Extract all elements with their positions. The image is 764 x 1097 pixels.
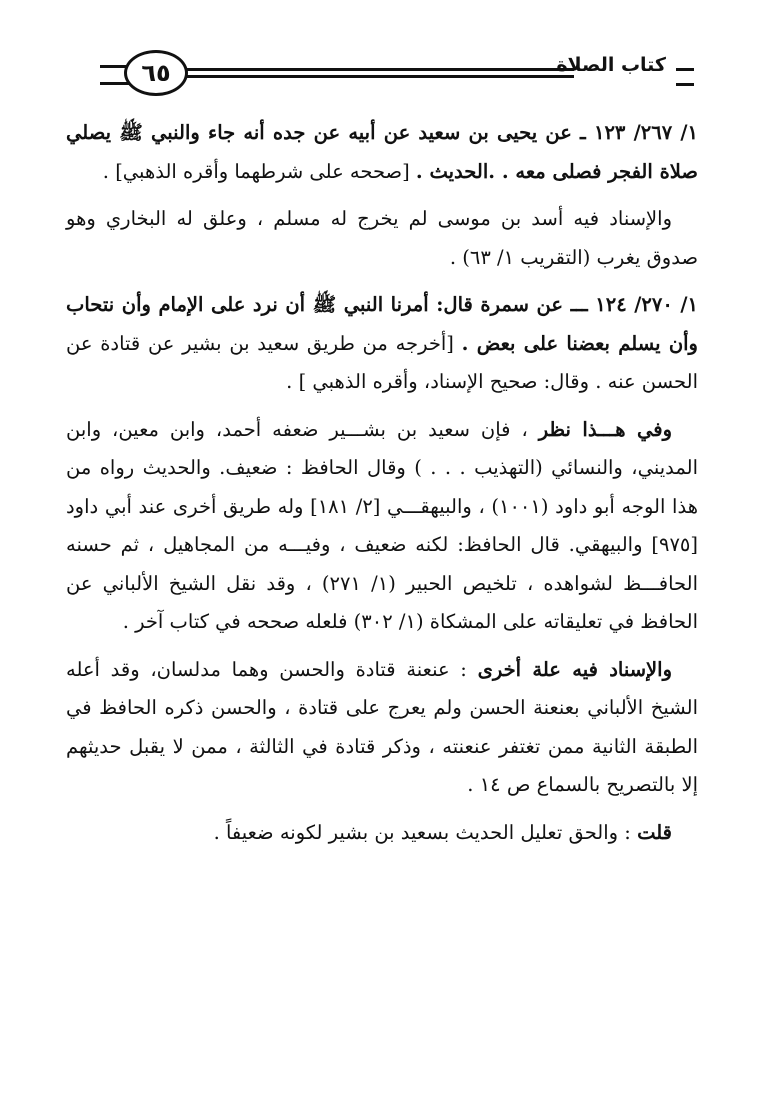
conclusion-lead: قلت bbox=[637, 820, 672, 844]
conclusion-text: : والحق تعليل الحديث بسعيد بن بشير لكونه ضعيفاً . bbox=[213, 820, 638, 844]
commentary-paragraph bbox=[66, 651, 698, 805]
hadith-entry bbox=[66, 114, 698, 191]
hadith-grading: [صححه على شرطهما وأقره الذهبي] . bbox=[102, 159, 416, 183]
book-title: كتاب الصلاة bbox=[556, 54, 666, 76]
header-rule-top bbox=[184, 68, 574, 71]
hadith-text: ١/ ٢٧٠/ ١٢٤ ـــ عن سمرة قال: أمرنا النبي ﷺ أن نرد على الإمام وأن نتحاب وأن يسلم بعضنا على بعض . bbox=[66, 293, 698, 355]
hadith-grading: [أخرجه من طريق سعيد بن بشير عن قتادة عن الحسن عنه . وقال: صحيح الإسناد، وأقره الذهبي ] . bbox=[66, 331, 698, 393]
isnad-note bbox=[66, 200, 698, 277]
commentary-text: ، فإن سعيد بن بشـــير ضعفه أحمد، وابن معين، وابن المديني، والنسائي (التهذيب . . . ) وقال الحافظ : ضعيف. والحديث رواه من هذا الوجه أبو داود (١٠٠١) ، والبيهقـــي [٢/ ١٨١] وله طريق أخرى عند أبي داود [٩٧٥] والبيهقي. قال الحافظ: لكنه ضعيف ، وفيـــه من المجاهيل ، ثم حسنه الحافـــظ لشواهده ، تلخيص الحبير (١/ ٢٧١) ، وقد نقل الشيخ الألباني عن الحافظ في تعليقاته على المشكاة (١/ ٣٠٢) فلعله صححه في كتاب آخر . bbox=[66, 417, 698, 633]
page-header bbox=[100, 40, 694, 100]
commentary-text: : عنعنة قتادة والحسن وهما مدلسان، وقد أعله الشيخ الألباني بعنعنة الحسن ولم يعرج على قتادة ، والحسن ذكره الحافظ في الطبقة الثانية ممن تغتفر عنعنته ، وذكر قتادة في الثالثة ، ممن لا يقبل حديثهم إلا بالتصريح بالسماع ص ١٤ . bbox=[66, 657, 698, 796]
isnad-note-text: والإسناد فيه أسد بن موسى لم يخرج له مسلم ، وعلق له البخاري وهو صدوق يغرب (التقريب ١/ ٦٣) . bbox=[66, 207, 698, 269]
page-body bbox=[66, 114, 698, 861]
commentary-lead: وفي هـــذا نظر bbox=[538, 417, 673, 441]
hadith-text: ١/ ٢٦٧/ ١٢٣ ـ عن يحيى بن سعيد عن أبيه عن جده أنه جاء والنبي ﷺ يصلي صلاة الفجر فصلى معه . .الحديث . bbox=[66, 121, 698, 183]
commentary-lead: والإسناد فيه علة أخرى bbox=[477, 657, 672, 681]
hadith-entry bbox=[66, 286, 698, 402]
page-number: ٦٥ bbox=[124, 50, 188, 96]
header-ornament-right bbox=[676, 68, 694, 86]
commentary-paragraph bbox=[66, 411, 698, 642]
conclusion-paragraph bbox=[66, 814, 698, 853]
header-rule-bottom bbox=[184, 75, 574, 78]
